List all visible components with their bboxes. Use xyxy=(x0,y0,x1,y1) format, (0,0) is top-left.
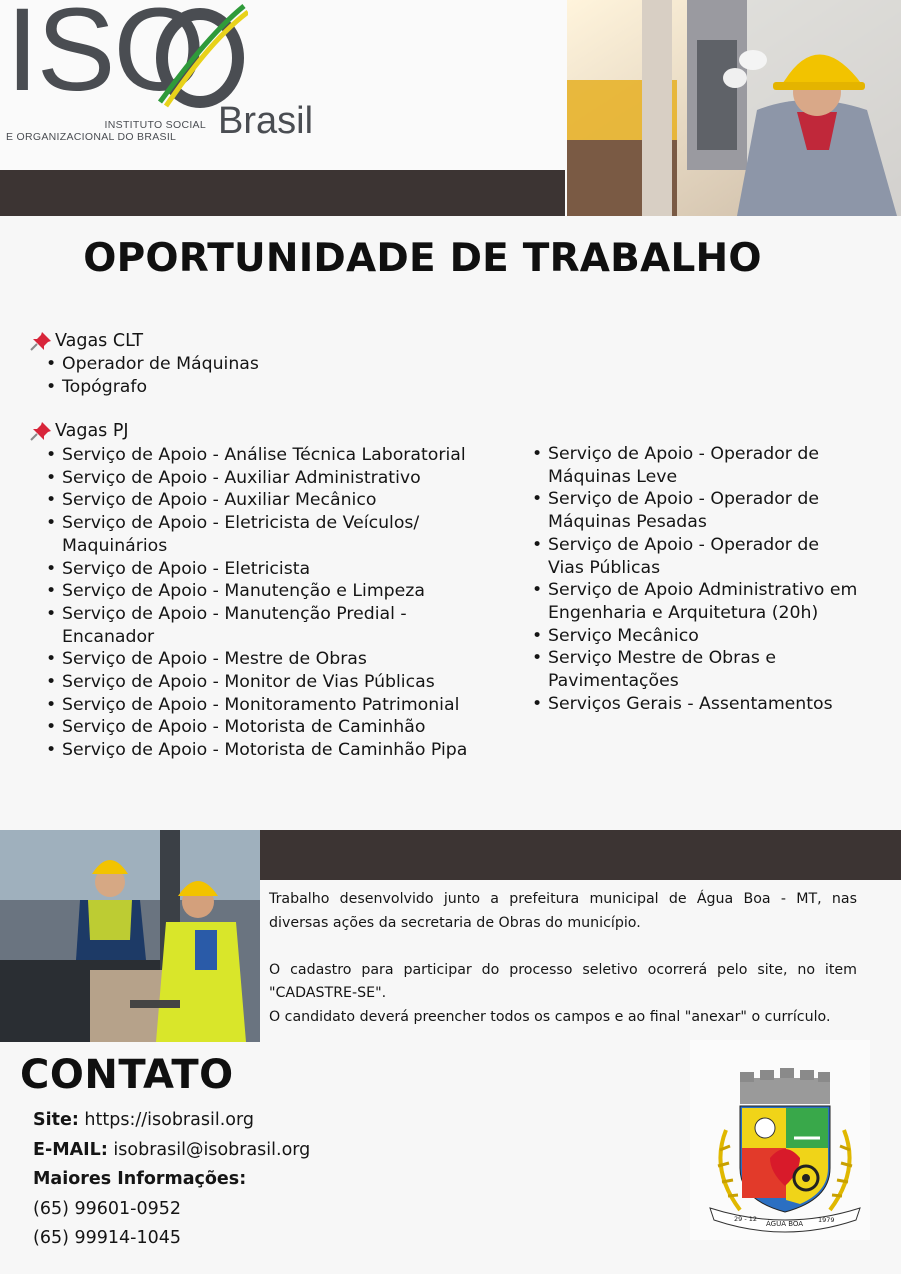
city-coat-of-arms-icon xyxy=(690,1040,870,1240)
logo-iso-text: ISO xyxy=(6,0,204,116)
contact-email xyxy=(33,1136,310,1166)
header-dark-band xyxy=(0,170,565,216)
list-item: • Operador de Máquinas xyxy=(40,353,259,376)
list-item: • Serviço de Apoio - Monitor de Vias Públicas xyxy=(40,671,530,694)
list-item: • Serviço de Apoio - Monitoramento Patrimonial xyxy=(40,694,530,717)
list-item: • Serviço de Apoio - Eletricista de Veículos/ Maquinários xyxy=(40,512,470,557)
electrician-photo-illustration xyxy=(567,0,901,216)
list-item: • Serviço de Apoio - Operador de Vias Públicas xyxy=(526,534,856,579)
logo-swoosh-icon xyxy=(152,2,248,110)
logo-subtitle-line2: E ORGANIZACIONAL DO BRASIL xyxy=(6,131,177,143)
site-link[interactable]: https://isobrasil.org xyxy=(78,1110,254,1130)
list-item: • Serviço de Apoio - Operador de Máquinas Leve xyxy=(526,443,856,488)
contact-site xyxy=(33,1106,310,1136)
crest-date-right: 1979 xyxy=(818,1216,835,1224)
pushpin-icon xyxy=(30,421,52,441)
list-item: • Topógrafo xyxy=(40,376,259,399)
list-item: • Serviço de Apoio - Mestre de Obras xyxy=(40,648,530,671)
description-paragraph: O candidato deverá preencher todos os campos e ao final "anexar" o currículo. xyxy=(269,1008,831,1025)
description-paragraph: Trabalho desenvolvido junto a prefeitura municipal de Água Boa - MT, nas diversas ações da secretaria de Obras do município. xyxy=(269,891,857,931)
crest-date-left: 29 - 12 xyxy=(734,1215,758,1223)
list-item: • Serviço Mestre de Obras e Pavimentações xyxy=(526,647,826,692)
list-item: • Serviço de Apoio - Operador de Máquinas Pesadas xyxy=(526,488,856,533)
email-link[interactable]: isobrasil@isobrasil.org xyxy=(107,1139,311,1160)
workers-photo-illustration xyxy=(0,830,260,1042)
pj-job-list-left xyxy=(40,444,530,762)
email-label: E-MAIL: xyxy=(33,1139,108,1160)
pj-job-list-right xyxy=(526,443,896,715)
list-item: • Serviços Gerais - Assentamentos xyxy=(526,693,896,716)
pushpin-icon xyxy=(30,331,52,351)
site-label: Site: xyxy=(33,1110,79,1130)
list-item: • Serviço de Apoio - Auxiliar Mecânico xyxy=(40,489,530,512)
list-item: • Serviço de Apoio - Eletricista xyxy=(40,558,530,581)
more-info-label: Maiores Informações: xyxy=(33,1169,247,1189)
list-item: • Serviço de Apoio - Motorista de Caminhão xyxy=(40,716,530,739)
list-item: • Serviço de Apoio - Manutenção Predial - Encanador xyxy=(40,603,460,648)
phone-number[interactable]: (65) 99601-0952 xyxy=(33,1198,182,1219)
description-paragraph: O cadastro para participar do processo seletivo ocorrerá pelo site, no item "CADASTRE-SE". xyxy=(269,961,857,1001)
electrician-photo xyxy=(567,0,901,216)
job-description xyxy=(269,888,857,1029)
list-item: • Serviço de Apoio - Motorista de Caminhão Pipa xyxy=(40,739,530,762)
pj-section-label xyxy=(30,421,129,441)
list-item: • Serviço de Apoio - Manutenção e Limpeza xyxy=(40,580,530,603)
contact-title: CONTATO xyxy=(20,1052,234,1098)
clt-job-list xyxy=(40,353,259,398)
clt-section-label xyxy=(30,331,143,351)
workers-photo xyxy=(0,830,260,1042)
phone-number[interactable]: (65) 99914-1045 xyxy=(33,1228,182,1248)
logo-brasil-text: Brasil xyxy=(218,100,314,142)
contact-info xyxy=(33,1106,310,1254)
logo-subtitle-line1: INSTITUTO SOCIAL xyxy=(104,119,206,131)
iso-brasil-logo xyxy=(6,0,346,160)
page-title: OPORTUNIDADE DE TRABALHO xyxy=(83,236,762,281)
list-item: • Serviço de Apoio - Análise Técnica Laboratorial xyxy=(40,444,530,467)
list-item: • Serviço de Apoio - Auxiliar Administrativo xyxy=(40,467,530,490)
middle-dark-band xyxy=(260,830,901,880)
crest-banner-text: ÁGUA BOA xyxy=(766,1220,804,1228)
header xyxy=(0,0,901,216)
agua-boa-crest xyxy=(690,1040,870,1240)
list-item: • Serviço de Apoio Administrativo em Engenharia e Arquitetura (20h) xyxy=(526,579,896,624)
pj-label-text: Vagas PJ xyxy=(55,421,129,441)
clt-label-text: Vagas CLT xyxy=(55,331,144,351)
list-item: • Serviço Mecânico xyxy=(526,625,896,648)
